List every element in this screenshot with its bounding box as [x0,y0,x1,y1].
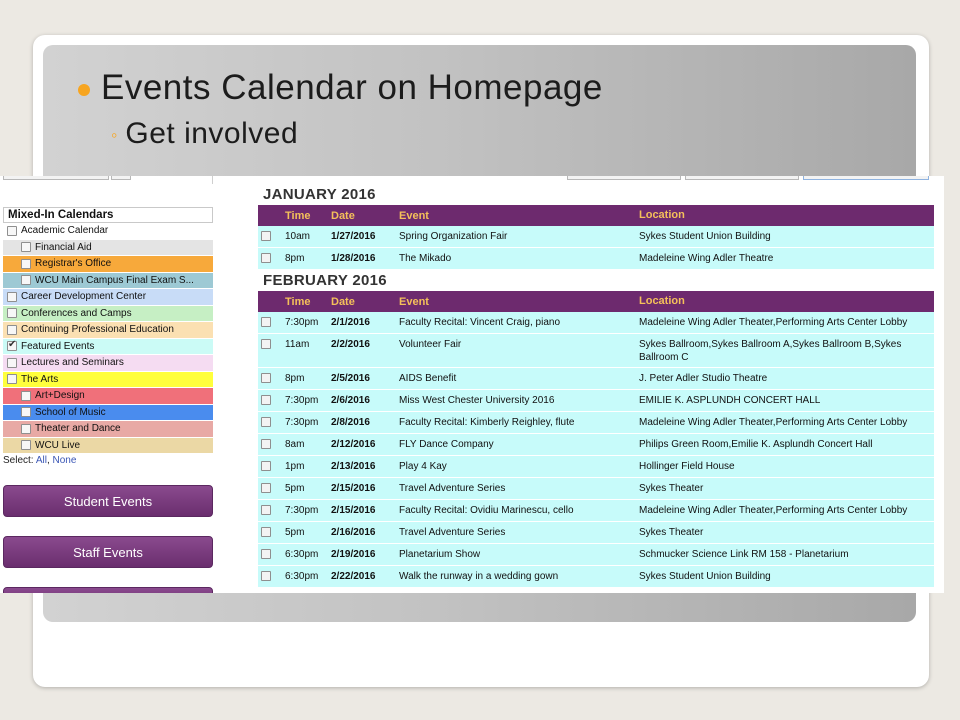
event-date: 2/12/2016 [331,439,376,450]
event-row[interactable] [258,544,934,566]
event-event[interactable]: Volunteer Fair [399,339,462,350]
events-table-header [258,291,934,312]
event-date: 2/19/2016 [331,549,376,560]
calendar-item-label: Featured Events [21,340,95,352]
event-event[interactable]: Faculty Recital: Vincent Craig, piano [399,317,561,328]
calendar-checkbox[interactable] [21,440,31,450]
event-checkbox[interactable] [261,461,271,471]
event-event[interactable]: Miss West Chester University 2016 [399,395,555,406]
event-date: 2/16/2016 [331,527,376,538]
calendar-item-label: WCU Live [35,439,81,451]
calendar-item-label: Registrar's Office [35,258,112,270]
event-checkbox[interactable] [261,417,271,427]
event-row[interactable] [258,456,934,478]
column-header-event[interactable]: Event [399,209,429,222]
event-checkbox[interactable] [261,395,271,405]
event-time: 7:30pm [285,395,319,406]
event-time: 7:30pm [285,505,319,516]
calendar-item[interactable] [3,405,213,422]
event-time: 10am [285,231,311,242]
event-event[interactable]: Faculty Recital: Kimberly Reighley, flute [399,417,575,428]
event-checkbox-cell [258,526,285,540]
event-event[interactable]: FLY Dance Company [399,439,494,450]
calendar-list [3,223,213,454]
event-time: 8pm [285,373,305,384]
more-events-button[interactable] [3,587,213,593]
event-date: 2/15/2016 [331,505,376,516]
event-location: Sykes Theater [639,527,704,538]
month-heading: JANUARY 2016 [263,186,376,203]
event-date: 2/15/2016 [331,483,376,494]
calendar-checkbox[interactable] [7,292,17,302]
event-time: 7:30pm [285,417,319,428]
event-location: Sykes Student Union Building [639,231,771,242]
event-date: 1/27/2016 [331,231,376,242]
event-checkbox[interactable] [261,571,271,581]
calendars-title: Mixed-In Calendars [3,207,213,223]
events-list [258,184,934,588]
calendar-item-label: Art+Design [35,390,85,402]
calendar-checkbox[interactable] [7,308,17,318]
calendar-checkbox[interactable] [7,341,17,351]
event-row[interactable] [258,566,934,588]
column-header-time[interactable]: Time [285,295,311,308]
calendar-item[interactable] [3,388,213,405]
event-date: 2/8/2016 [331,417,370,428]
main-bullet-text: Events Calendar on Homepage [101,68,603,107]
event-location: EMILIE K. ASPLUNDH CONCERT HALL [639,395,821,406]
column-header-date[interactable]: Date [331,209,355,222]
event-date: 2/22/2016 [331,571,376,582]
event-location: Hollinger Field House [639,461,735,472]
event-date: 2/6/2016 [331,395,370,406]
select-controls [3,455,213,466]
calendar-item[interactable] [3,339,213,356]
sub-bullet-marker-icon: ◦ [111,124,118,145]
bullet-dot-icon [78,84,90,96]
calendar-checkbox[interactable] [21,275,31,285]
mixed-in-calendars-panel [3,207,213,466]
calendar-item[interactable] [3,240,213,257]
event-location: J. Peter Adler Studio Theatre [639,373,768,384]
event-row[interactable] [258,434,934,456]
event-time: 1pm [285,461,305,472]
event-checkbox[interactable] [261,317,271,327]
event-event[interactable]: AIDS Benefit [399,373,457,384]
event-checkbox[interactable] [261,549,271,559]
calendar-checkbox[interactable] [21,424,31,434]
column-header-time[interactable]: Time [285,209,311,222]
event-location: Madeleine Wing Adler Theater,Performing Arts Center Lobby [639,317,908,328]
student-events-button[interactable]: Student Events [3,485,213,517]
event-row[interactable] [258,412,934,434]
calendar-checkbox[interactable] [21,242,31,252]
events-table-header [258,205,934,226]
event-checkbox[interactable] [261,339,271,349]
staff-events-button[interactable]: Staff Events [3,536,213,568]
event-event[interactable]: Planetarium Show [399,549,481,560]
event-checkbox-cell [258,482,285,496]
divider [212,176,213,184]
event-time: 6:30pm [285,571,319,582]
calendar-item-label: Financial Aid [35,241,92,253]
toolbar-button-stub-2[interactable] [685,176,799,180]
calendar-item-label: WCU Main Campus Final Exam S... [35,274,194,286]
calendar-item-label: Lectures and Seminars [21,357,124,369]
event-checkbox[interactable] [261,527,271,537]
event-checkbox-cell [258,570,285,584]
event-date: 1/28/2016 [331,253,376,264]
event-date: 2/2/2016 [331,339,370,350]
calendar-item-label: Continuing Professional Education [21,324,174,336]
event-location: Sykes Student Union Building [639,571,771,582]
calendar-checkbox[interactable] [7,226,17,236]
calendar-item[interactable] [3,355,213,372]
select-none-link[interactable]: None [52,455,77,466]
calendar-item-label: The Arts [21,373,59,385]
calendar-item[interactable] [3,438,213,455]
calendar-checkbox[interactable] [21,259,31,269]
month-heading: FEBRUARY 2016 [263,272,387,289]
event-location: Madeleine Wing Adler Theater,Performing Arts Center Lobby [639,417,908,428]
calendar-item[interactable] [3,322,213,339]
event-checkbox-cell [258,252,285,266]
event-time: 8am [285,439,305,450]
event-checkbox-cell [258,438,285,452]
search-input-stub[interactable] [3,176,109,180]
event-time: 5pm [285,483,305,494]
event-row[interactable] [258,390,934,412]
event-checkbox[interactable] [261,373,271,383]
event-row[interactable] [258,312,934,334]
toolbar-button-stub-3[interactable] [803,176,929,180]
event-event[interactable]: The Mikado [399,253,452,264]
event-date: 2/5/2016 [331,373,370,384]
search-button-stub[interactable] [111,176,131,180]
event-row[interactable] [258,500,934,522]
event-checkbox[interactable] [261,439,271,449]
event-time: 5pm [285,527,305,538]
event-time: 7:30pm [285,317,319,328]
event-location: Sykes Theater [639,483,704,494]
event-checkbox-cell [258,338,285,352]
calendar-checkbox[interactable] [21,407,31,417]
event-checkbox[interactable] [261,253,271,263]
select-label: Select: [3,455,34,466]
event-event[interactable]: Spring Organization Fair [399,231,508,242]
calendar-checkbox[interactable] [7,374,17,384]
calendar-item[interactable] [3,223,213,240]
event-row[interactable] [258,478,934,500]
event-checkbox-cell [258,372,285,386]
event-row[interactable] [258,368,934,390]
select-all-link[interactable]: All [35,455,47,466]
main-bullet [78,68,603,108]
calendar-checkbox[interactable] [21,391,31,401]
event-checkbox[interactable] [261,231,271,241]
event-checkbox-cell [258,230,285,244]
calendar-checkbox[interactable] [7,358,17,368]
event-row[interactable] [258,248,934,270]
event-checkbox-cell [258,504,285,518]
column-header-date[interactable]: Date [331,295,355,308]
event-row[interactable] [258,334,934,368]
calendar-item[interactable] [3,256,213,273]
calendar-screenshot [0,176,944,593]
calendar-item-label: Career Development Center [21,291,147,303]
event-checkbox-cell [258,416,285,430]
event-row[interactable] [258,522,934,544]
calendar-checkbox[interactable] [7,325,17,335]
event-event[interactable]: Faculty Recital: Ovidiu Marinescu, cello [399,505,574,516]
sub-bullet [111,117,298,151]
event-checkbox[interactable] [261,505,271,515]
calendar-item[interactable] [3,421,213,438]
event-time: 11am [285,339,310,350]
event-checkbox-cell [258,316,285,330]
event-location: Madeleine Wing Adler Theatre [639,253,774,264]
event-event[interactable]: Travel Adventure Series [399,527,506,538]
event-time: 8pm [285,253,305,264]
event-location: Sykes Ballroom,Sykes Ballroom A,Sykes Ballroom B,Sykes Ballroom C [639,339,902,363]
column-header-event[interactable]: Event [399,295,429,308]
event-time: 6:30pm [285,549,319,560]
event-event[interactable]: Walk the runway in a wedding gown [399,571,559,582]
calendar-item[interactable] [3,372,213,389]
calendar-item[interactable] [3,289,213,306]
calendar-item-label: Theater and Dance [35,423,121,435]
event-row[interactable] [258,226,934,248]
event-location: Philips Green Room,Emilie K. Asplundh Concert Hall [639,439,873,450]
toolbar-button-stub-1[interactable] [567,176,681,180]
calendar-item-label: Academic Calendar [21,225,109,237]
column-header-location[interactable]: Location [639,295,685,307]
event-date: 2/1/2016 [331,317,370,328]
calendar-item-label: Conferences and Camps [21,307,132,319]
select-separator: , [46,455,50,466]
event-checkbox-cell [258,394,285,408]
event-checkbox-cell [258,460,285,474]
calendar-item-label: School of Music [35,406,106,418]
calendar-item[interactable] [3,306,213,323]
event-event[interactable]: Play 4 Kay [399,461,447,472]
sub-bullet-text: Get involved [125,117,299,150]
event-date: 2/13/2016 [331,461,376,472]
event-event[interactable]: Travel Adventure Series [399,483,506,494]
event-checkbox[interactable] [261,483,271,493]
event-location: Schmucker Science Link RM 158 - Planetarium [639,549,849,560]
column-header-location[interactable]: Location [639,209,685,221]
event-checkbox-cell [258,548,285,562]
calendar-item[interactable] [3,273,213,290]
event-location: Madeleine Wing Adler Theater,Performing Arts Center Lobby [639,505,908,516]
